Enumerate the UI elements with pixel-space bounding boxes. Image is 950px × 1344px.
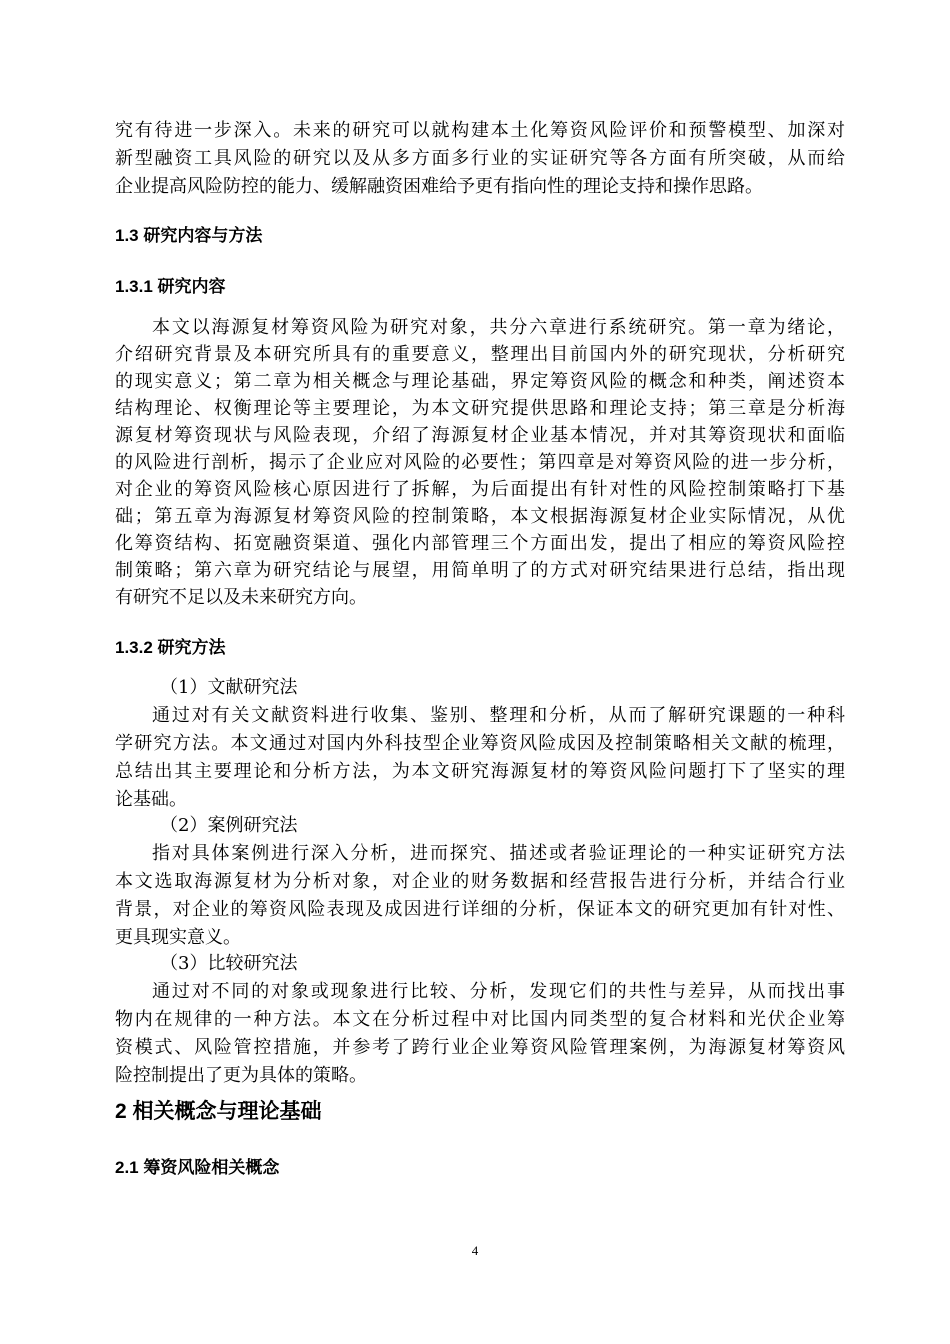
paragraph-line: 究有待进一步深入。未来的研究可以就构建本土化筹资风险评价和预警模型、加深对: [115, 120, 845, 141]
paragraph-line: 介绍研究背景及本研究所具有的重要意义，整理出目前国内外的研究现状，分析研究: [115, 344, 845, 365]
paragraph-line: 通过对有关文献资料进行收集、鉴别、整理和分析，从而了解研究课题的一种科: [152, 705, 845, 726]
paragraph-line: 对企业的筹资风险核心原因进行了拆解，为后面提出有针对性的风险控制策略打下基: [115, 479, 845, 500]
method-title: （1）文献研究法: [160, 677, 298, 698]
paragraph-line: 学研究方法。本文通过对国内外科技型企业筹资风险成因及控制策略相关文献的梳理，: [115, 733, 845, 754]
paragraph-line: 资模式、风险管控措施，并参考了跨行业企业筹资风险管理案例，为海源复材筹资风: [115, 1037, 845, 1058]
paragraph-line: 化筹资结构、拓宽融资渠道、强化内部管理三个方面出发，提出了相应的筹资风险控: [115, 533, 845, 554]
paragraph-line: 结构理论、权衡理论等主要理论，为本文研究提供思路和理论支持；第三章是分析海: [115, 398, 845, 419]
page-number: 4: [471, 1243, 479, 1258]
paragraph-line: 制策略；第六章为研究结论与展望，用简单明了的方式对研究结果进行总结，指出现: [115, 560, 845, 581]
subsection-heading: 1.3.1 研究内容: [115, 277, 226, 296]
paragraph-line: 本文以海源复材筹资风险为研究对象，共分六章进行系统研究。第一章为绪论，: [152, 317, 845, 338]
paragraph-line: 更具现实意义。: [115, 927, 241, 948]
method-title: （3）比较研究法: [160, 953, 298, 974]
method-title: （2）案例研究法: [160, 815, 298, 836]
paragraph-line: 源复材筹资现状与风险表现，介绍了海源复材企业基本情况，并对其筹资现状和面临: [115, 425, 845, 446]
chapter-heading: 2 相关概念与理论基础: [115, 1100, 322, 1123]
subsection-heading: 1.3.2 研究方法: [115, 638, 226, 657]
paragraph-line: 论基础。: [115, 789, 187, 810]
paragraph-line: 指对具体案例进行深入分析，进而探究、描述或者验证理论的一种实证研究方法: [152, 843, 845, 864]
paragraph-line: 本文选取海源复材为分析对象，对企业的财务数据和经营报告进行分析，并结合行业: [115, 871, 845, 892]
paragraph-line: 有研究不足以及未来研究方向。: [115, 587, 367, 608]
paragraph-line: 的现实意义；第二章为相关概念与理论基础，界定筹资风险的概念和种类，阐述资本: [115, 371, 845, 392]
section-heading: 2.1 筹资风险相关概念: [115, 1158, 280, 1177]
paragraph-line: 险控制提出了更为具体的策略。: [115, 1065, 367, 1086]
paragraph-line: 础；第五章为海源复材筹资风险的控制策略，本文根据海源复材企业实际情况，从优: [115, 506, 845, 527]
paragraph-line: 新型融资工具风险的研究以及从多方面多行业的实证研究等各方面有所突破，从而给: [115, 148, 845, 169]
paragraph-line: 的风险进行剖析，揭示了企业应对风险的必要性；第四章是对筹资风险的进一步分析，: [115, 452, 845, 473]
paragraph-line: 通过对不同的对象或现象进行比较、分析，发现它们的共性与差异，从而找出事: [152, 981, 845, 1002]
paragraph-line: 总结出其主要理论和分析方法，为本文研究海源复材的筹资风险问题打下了坚实的理: [115, 761, 845, 782]
paragraph-line: 背景，对企业的筹资风险表现及成因进行详细的分析，保证本文的研究更加有针对性、: [115, 899, 845, 920]
paragraph-line: 企业提高风险防控的能力、缓解融资困难给予更有指向性的理论支持和操作思路。: [115, 176, 763, 197]
paragraph-line: 物内在规律的一种方法。本文在分析过程中对比国内同类型的复合材料和光伏企业筹: [115, 1009, 845, 1030]
section-heading: 1.3 研究内容与方法: [115, 226, 263, 245]
